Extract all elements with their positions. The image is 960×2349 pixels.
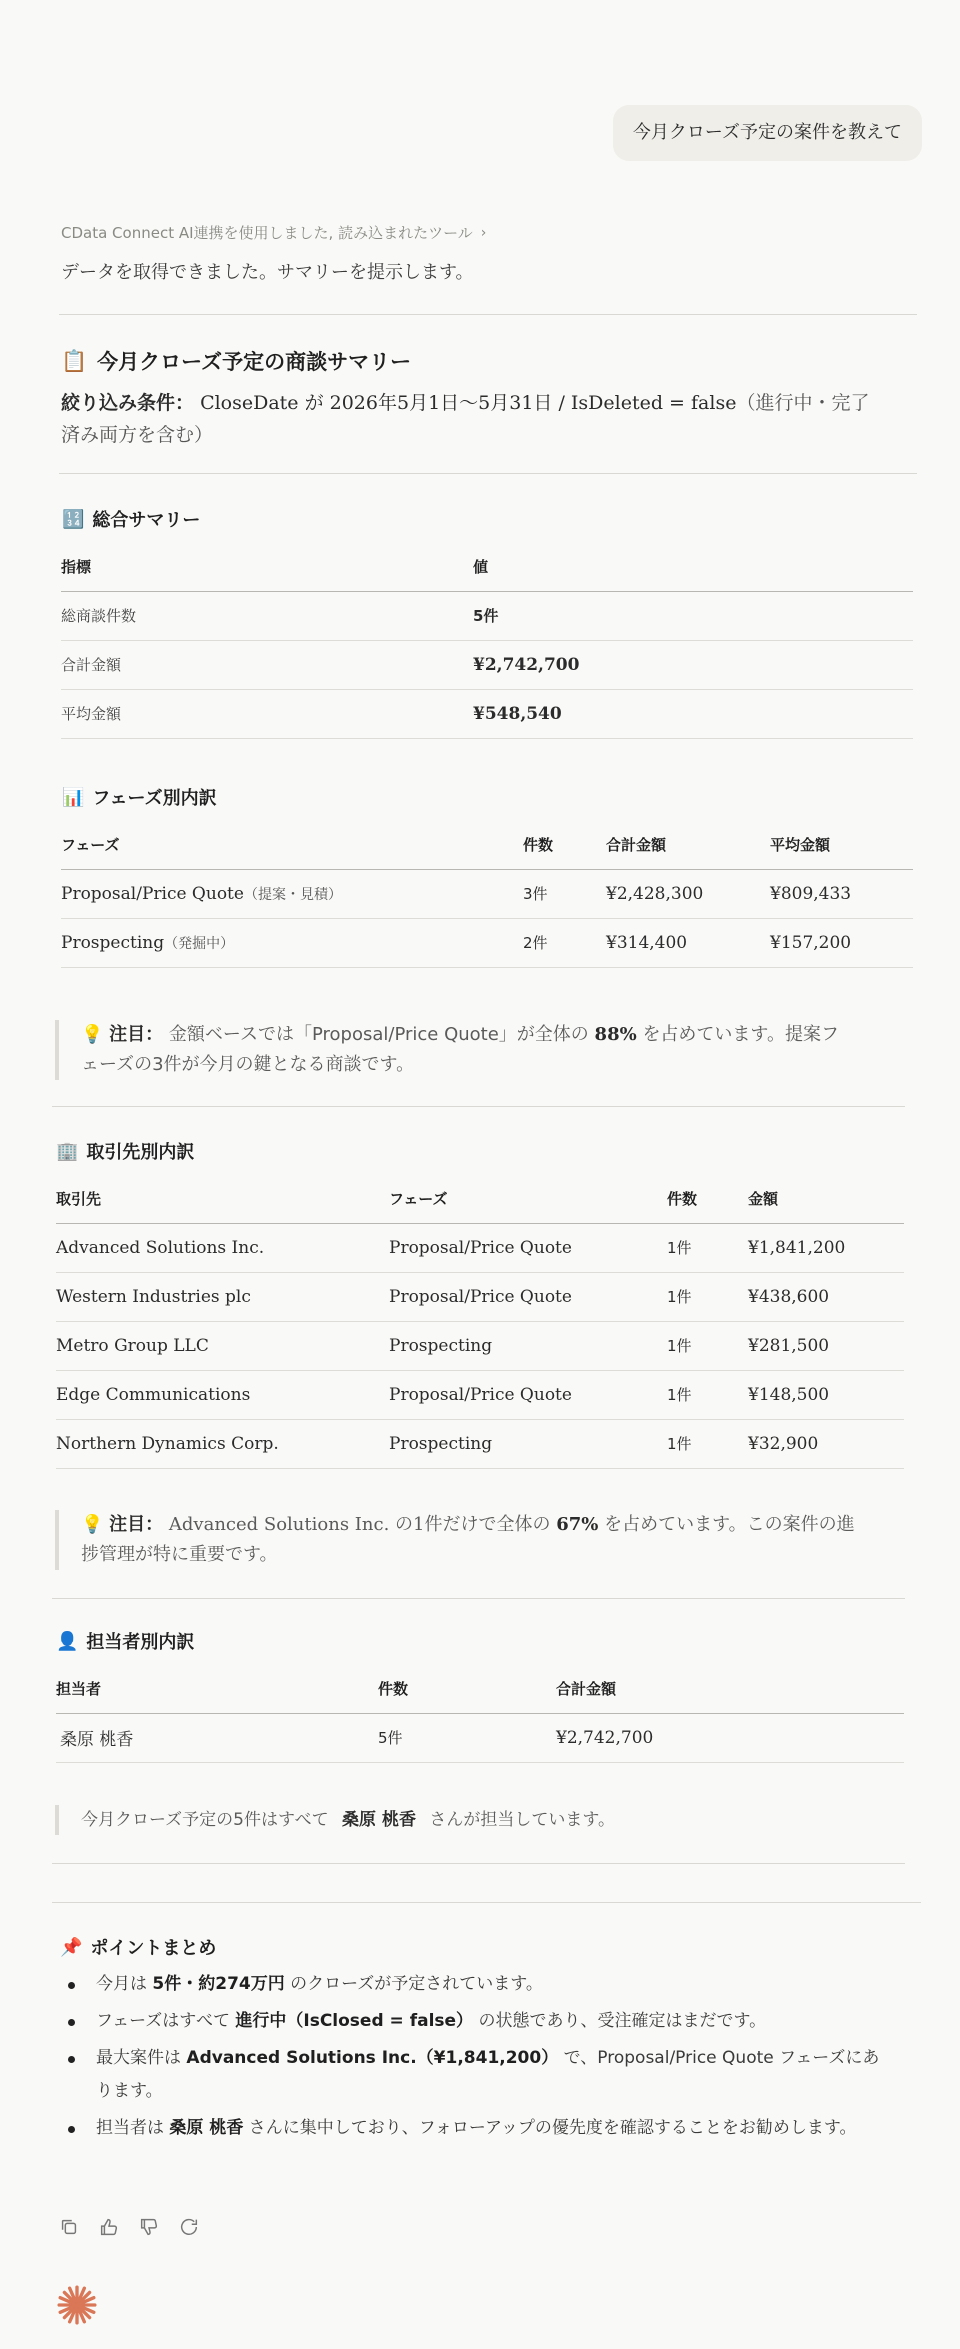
chevron-right-icon: › (480, 224, 487, 241)
count-cell: 1件 (667, 1223, 748, 1272)
column-header: 取引先 (56, 1174, 389, 1223)
table-row (56, 1321, 904, 1370)
table-row (61, 640, 913, 689)
section-heading-text: 取引先別内訳 (86, 1142, 195, 1163)
table-row (56, 1272, 904, 1321)
column-header: フェーズ (61, 820, 523, 869)
divider (59, 314, 917, 315)
section-heading-text: 担当者別内訳 (86, 1632, 195, 1653)
column-header: 値 (473, 542, 913, 591)
column-header: 指標 (61, 542, 473, 591)
avg-cell: ¥157,200 (770, 918, 913, 967)
phase-table (61, 820, 913, 968)
assistant-logo-icon (56, 2284, 98, 2326)
note-text: 金額ベースでは「Proposal/Price Quote」が全体の (168, 1024, 589, 1045)
section-heading-owners (56, 1628, 194, 1654)
metric-label: 平均金額 (61, 689, 473, 738)
divider (52, 1902, 921, 1903)
column-header: 件数 (523, 820, 606, 869)
section-heading-points (60, 1934, 216, 1960)
count-cell: 1件 (667, 1370, 748, 1419)
callout-note-phase (55, 1020, 855, 1080)
section-heading-phase (62, 784, 217, 810)
section-heading-text: フェーズ別内訳 (92, 788, 217, 809)
lightbulb-icon: 💡 (81, 1024, 104, 1045)
divider (59, 473, 917, 474)
metric-value: ¥548,540 (473, 689, 913, 738)
column-header: フェーズ (389, 1174, 667, 1223)
column-header: 件数 (667, 1174, 748, 1223)
table-row (56, 1713, 904, 1762)
note-highlight: 88% (594, 1024, 637, 1045)
account-cell: Northern Dynamics Corp. (56, 1419, 389, 1468)
divider (52, 1863, 905, 1864)
building-icon: 🏢 (56, 1140, 79, 1162)
count-cell: 5件 (378, 1713, 556, 1762)
divider (52, 1598, 905, 1599)
note-text: 今月クローズ予定の5件はすべて (81, 1810, 329, 1830)
note-text: Advanced Solutions Inc. の1件だけで全体の (168, 1514, 551, 1535)
filter-condition-note: （進行中・完了済み両方を含む） (61, 392, 870, 446)
table-header-row (61, 542, 913, 591)
thumbs-up-icon[interactable] (98, 2216, 120, 2238)
column-header: 平均金額 (770, 820, 913, 869)
count-cell: 3件 (523, 869, 606, 918)
count-cell: 1件 (667, 1419, 748, 1468)
summary-table (61, 542, 913, 739)
note-text: を占めています。この案件の進捗管理が特に重要です。 (81, 1514, 855, 1565)
account-cell: Advanced Solutions Inc. (56, 1223, 389, 1272)
phase-cell: Prospecting（発掘中） (61, 918, 523, 967)
callout-note-owners (55, 1805, 855, 1835)
note-highlight: 桑原 桃香 (342, 1810, 416, 1830)
person-icon: 👤 (56, 1630, 79, 1652)
intro-text: データを取得できました。サマリーを提示します。 (61, 262, 474, 283)
metric-value: 5件 (473, 591, 913, 640)
numbers-icon: 🔢 (62, 508, 85, 530)
list-item: 今月は 5件・約274万円 のクローズが予定されています。 (66, 1968, 896, 2001)
copy-icon[interactable] (58, 2216, 80, 2238)
amount-cell: ¥1,841,200 (748, 1223, 904, 1272)
phase-cell: Prospecting (389, 1321, 667, 1370)
accounts-table (56, 1174, 904, 1469)
table-row (61, 591, 913, 640)
clipboard-icon: 📋 (61, 348, 88, 373)
metric-label: 合計金額 (61, 640, 473, 689)
section-heading-text: ポイントまとめ (90, 1938, 217, 1959)
column-header: 担当者 (56, 1664, 378, 1713)
table-header-row (61, 820, 913, 869)
count-cell: 1件 (667, 1272, 748, 1321)
section-heading-accounts (56, 1138, 194, 1164)
owners-table (56, 1664, 904, 1763)
points-list (66, 1968, 896, 2149)
filter-condition: CloseDate が 2026年5月1日〜5月31日 / IsDeleted = false (200, 392, 737, 414)
column-header: 合計金額 (556, 1664, 904, 1713)
amount-cell: ¥32,900 (748, 1419, 904, 1468)
column-header: 件数 (378, 1664, 556, 1713)
message-actions (58, 2216, 200, 2238)
phase-cell: Proposal/Price Quote (389, 1370, 667, 1419)
owner-cell: 桑原 桃香 (56, 1713, 378, 1762)
phase-cell: Prospecting (389, 1419, 667, 1468)
count-cell: 2件 (523, 918, 606, 967)
account-cell: Metro Group LLC (56, 1321, 389, 1370)
list-item: 最大案件は Advanced Solutions Inc.（¥1,841,200） で、Proposal/Price Quote フェーズにあります。 (66, 2042, 896, 2108)
phase-cell: Proposal/Price Quote（提案・見積） (61, 869, 523, 918)
tool-usage-label: CData Connect AI連携を使用しました, 読み込まれたツール (61, 224, 473, 242)
column-header: 合計金額 (606, 820, 770, 869)
table-row (61, 869, 913, 918)
page-title-text: 今月クローズ予定の商談サマリー (97, 350, 412, 374)
total-cell: ¥314,400 (606, 918, 770, 967)
note-label: 注目： (109, 1024, 164, 1045)
filter-conditions (61, 387, 881, 451)
metric-value: ¥2,742,700 (473, 640, 913, 689)
note-text: さんが担当しています。 (429, 1810, 616, 1830)
list-item: フェーズはすべて 進行中（IsClosed = false） の状態であり、受注確定はまだです。 (66, 2005, 896, 2038)
amount-cell: ¥281,500 (748, 1321, 904, 1370)
note-highlight: 67% (556, 1514, 599, 1535)
note-label: 注目： (109, 1514, 164, 1535)
callout-note-accounts (55, 1510, 855, 1570)
page-title (61, 346, 411, 376)
table-row (56, 1419, 904, 1468)
total-cell: ¥2,742,700 (556, 1713, 904, 1762)
filter-label: 絞り込み条件： (61, 392, 195, 414)
pushpin-icon: 📌 (60, 1936, 83, 1958)
account-cell: Edge Communications (56, 1370, 389, 1419)
table-row (56, 1370, 904, 1419)
thumbs-down-icon[interactable] (138, 2216, 160, 2238)
divider (52, 1106, 905, 1107)
lightbulb-icon: 💡 (81, 1514, 104, 1535)
table-row (61, 918, 913, 967)
retry-icon[interactable] (178, 2216, 200, 2238)
user-message-bubble: 今月クローズ予定の案件を教えて (613, 105, 922, 161)
amount-cell: ¥148,500 (748, 1370, 904, 1419)
count-cell: 1件 (667, 1321, 748, 1370)
account-cell: Western Industries plc (56, 1272, 389, 1321)
section-heading-text: 総合サマリー (92, 510, 201, 531)
phase-cell: Proposal/Price Quote (389, 1272, 667, 1321)
amount-cell: ¥438,600 (748, 1272, 904, 1321)
phase-cell: Proposal/Price Quote (389, 1223, 667, 1272)
tool-usage-toggle[interactable] (61, 222, 486, 243)
table-header-row (56, 1174, 904, 1223)
column-header: 金額 (748, 1174, 904, 1223)
table-header-row (56, 1664, 904, 1713)
note-text: を占めています。提案フェーズの3件が今月の鍵となる商談です。 (81, 1024, 839, 1075)
list-item: 担当者は 桑原 桃香 さんに集中しており、フォローアップの優先度を確認することをお勧めします。 (66, 2112, 896, 2145)
section-heading-summary (62, 506, 200, 532)
metric-label: 総商談件数 (61, 591, 473, 640)
table-row (56, 1223, 904, 1272)
bar-chart-icon: 📊 (62, 786, 85, 808)
table-row (61, 689, 913, 738)
avg-cell: ¥809,433 (770, 869, 913, 918)
total-cell: ¥2,428,300 (606, 869, 770, 918)
